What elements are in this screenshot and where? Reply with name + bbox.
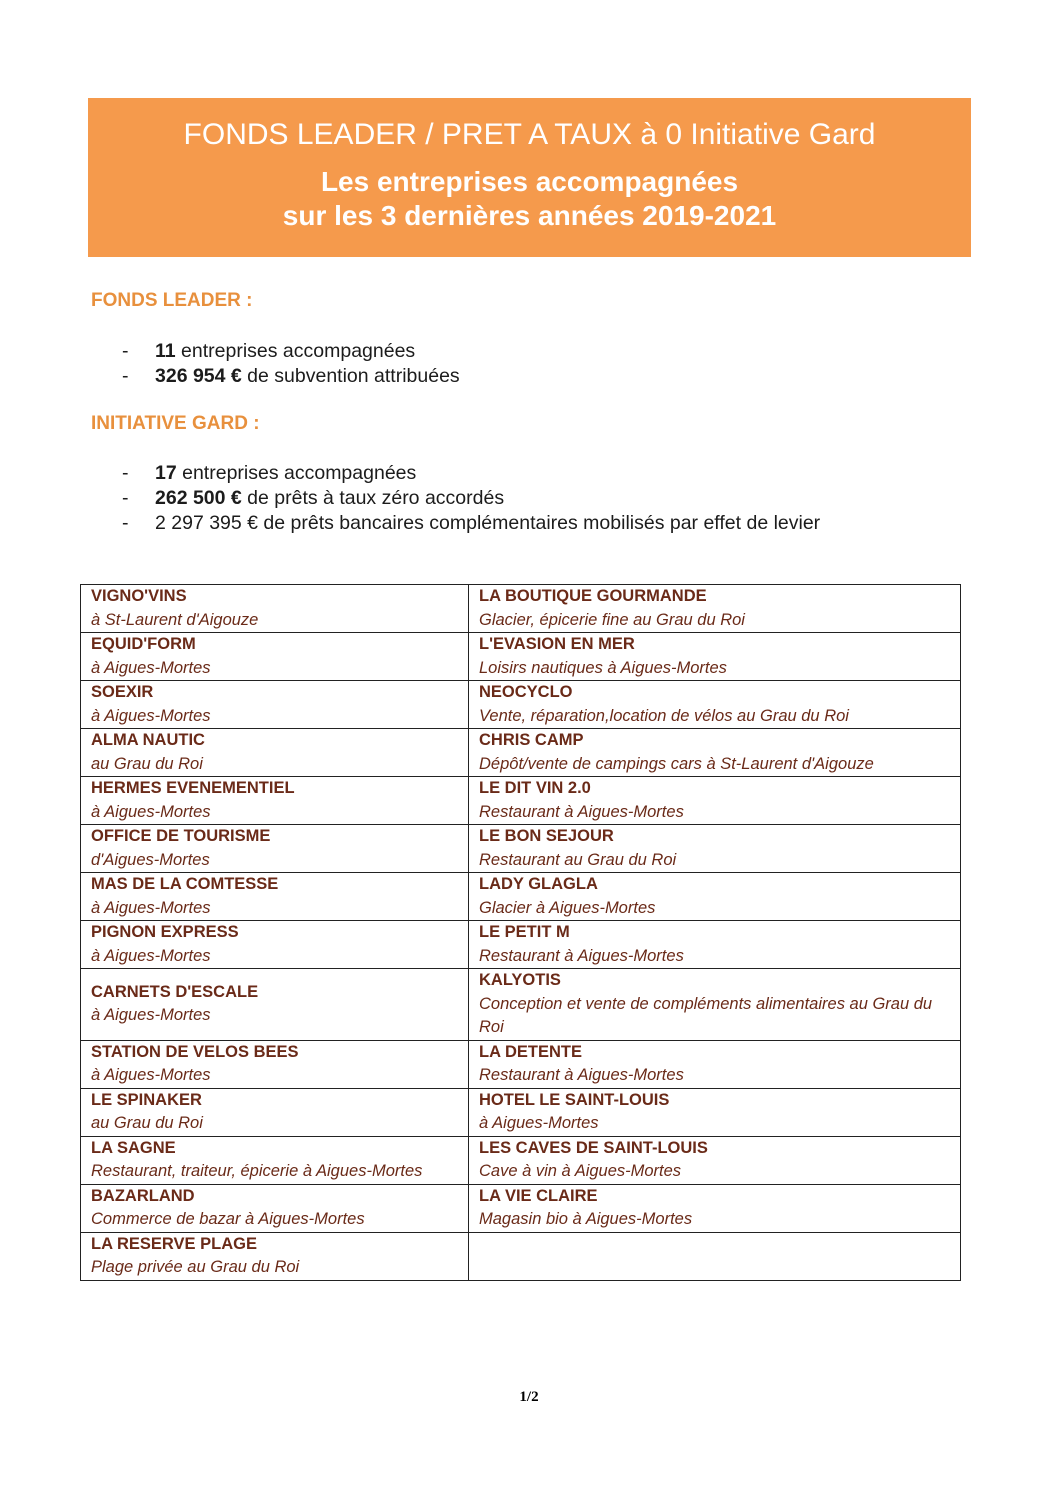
company-cell bbox=[469, 1136, 961, 1184]
company-cell bbox=[81, 729, 469, 777]
list-item: - 11 entreprises accompagnées bbox=[122, 340, 416, 362]
company-description: Magasin bio à Aigues-Mortes bbox=[479, 1210, 693, 1228]
companies-table-body bbox=[81, 585, 961, 1281]
company-cell bbox=[81, 921, 469, 969]
title-banner bbox=[88, 98, 971, 257]
company-name: NEOCYCLO bbox=[479, 683, 573, 701]
company-name: LA VIE CLAIRE bbox=[479, 1186, 598, 1205]
list-item-text: 2 297 395 € de prêts bancaires complémentaires mobilisés par effet de levier bbox=[155, 512, 821, 534]
company-description: Dépôt/vente de campings cars à St-Laurent d'Aigouze bbox=[479, 754, 874, 773]
company-name bbox=[479, 1233, 950, 1257]
company-name: HOTEL LE SAINT-LOUIS bbox=[479, 1090, 670, 1109]
company-name: SOEXIR bbox=[91, 683, 154, 701]
company-description: à Aigues-Mortes bbox=[91, 1066, 211, 1084]
company-description: à Aigues-Mortes bbox=[91, 706, 211, 725]
company-cell bbox=[469, 1040, 961, 1088]
banner-title: FONDS LEADER / PRET A TAUX à 0 Initiative Gard bbox=[183, 118, 876, 151]
company-description: Restaurant à Aigues-Mortes bbox=[479, 802, 684, 821]
list-item: - 17 entreprises accompagnées bbox=[122, 462, 417, 484]
company-name: LE PETIT M bbox=[479, 923, 570, 941]
page-number: 1/2 bbox=[519, 1389, 539, 1405]
company-description: Restaurant au Grau du Roi bbox=[479, 850, 677, 869]
company-cell bbox=[81, 873, 469, 921]
company-name: L'EVASION EN MER bbox=[479, 635, 635, 653]
company-name: OFFICE DE TOURISME bbox=[91, 827, 271, 845]
company-name: STATION DE VELOS BEES bbox=[91, 1042, 299, 1061]
company-cell bbox=[469, 921, 961, 969]
company-cell bbox=[81, 585, 469, 633]
company-description: Restaurant, traiteur, épicerie à Aigues-Mortes bbox=[91, 1162, 423, 1180]
table-row bbox=[81, 1184, 961, 1232]
company-description: à Aigues-Mortes bbox=[91, 1006, 211, 1025]
company-name: LE BON SEJOUR bbox=[479, 827, 614, 845]
company-cell bbox=[81, 1232, 469, 1280]
company-cell bbox=[469, 825, 961, 873]
company-cell bbox=[469, 1184, 961, 1232]
company-description: Glacier, épicerie fine au Grau du Roi bbox=[479, 610, 745, 629]
company-description: Restaurant à Aigues-Mortes bbox=[479, 1066, 684, 1084]
fonds-leader-list bbox=[122, 339, 460, 389]
table-row bbox=[81, 1040, 961, 1088]
table-row bbox=[81, 633, 961, 681]
company-name: EQUID'FORM bbox=[91, 635, 196, 653]
company-name: CHRIS CAMP bbox=[479, 731, 584, 749]
company-description: Commerce de bazar à Aigues-Mortes bbox=[91, 1210, 365, 1228]
company-description: à Aigues-Mortes bbox=[91, 898, 211, 917]
table-row bbox=[81, 1136, 961, 1184]
table-row bbox=[81, 969, 961, 1041]
banner-subtitle-line2: sur les 3 dernières années 2019-2021 bbox=[282, 200, 777, 231]
company-description: Restaurant à Aigues-Mortes bbox=[479, 946, 684, 965]
table-row bbox=[81, 729, 961, 777]
company-description: Glacier à Aigues-Mortes bbox=[479, 898, 656, 917]
company-description: à Aigues-Mortes bbox=[479, 1114, 599, 1132]
table-row bbox=[81, 921, 961, 969]
list-item-value: 17 bbox=[155, 462, 177, 484]
company-name: PIGNON EXPRESS bbox=[91, 923, 239, 941]
company-name: LA RESERVE PLAGE bbox=[91, 1234, 257, 1253]
list-item-value: 326 954 € bbox=[155, 365, 242, 387]
company-cell bbox=[469, 1088, 961, 1136]
company-name: LA BOUTIQUE GOURMANDE bbox=[479, 587, 707, 605]
company-cell bbox=[469, 873, 961, 921]
list-item-text: de subvention attribuées bbox=[241, 365, 460, 387]
table-row bbox=[81, 1088, 961, 1136]
company-description: d'Aigues-Mortes bbox=[91, 850, 210, 869]
table-row bbox=[81, 1232, 961, 1280]
company-description: à Aigues-Mortes bbox=[91, 802, 211, 821]
company-description: Vente, réparation,location de vélos au Grau du Roi bbox=[479, 706, 849, 725]
company-name: CARNETS D'ESCALE bbox=[91, 982, 259, 1001]
list-item-value: 262 500 € bbox=[155, 487, 242, 509]
company-name: KALYOTIS bbox=[479, 971, 561, 989]
company-cell bbox=[469, 969, 961, 1041]
company-name: MAS DE LA COMTESSE bbox=[91, 875, 279, 893]
company-cell bbox=[81, 633, 469, 681]
company-name: LE DIT VIN 2.0 bbox=[479, 779, 591, 797]
banner-subtitle-line1: Les entreprises accompagnées bbox=[320, 166, 739, 197]
company-name: ALMA NAUTIC bbox=[91, 731, 205, 749]
table-row bbox=[81, 873, 961, 921]
company-cell bbox=[81, 681, 469, 729]
company-name: BAZARLAND bbox=[91, 1186, 195, 1205]
company-cell bbox=[81, 1136, 469, 1184]
company-cell bbox=[81, 1088, 469, 1136]
table-row bbox=[81, 825, 961, 873]
company-name: VIGNO'VINS bbox=[91, 587, 187, 605]
company-cell bbox=[469, 633, 961, 681]
company-description bbox=[479, 1256, 950, 1280]
company-cell bbox=[469, 729, 961, 777]
company-name: LE SPINAKER bbox=[91, 1090, 202, 1109]
company-name: LADY GLAGLA bbox=[479, 875, 598, 893]
list-item: - 262 500 € de prêts à taux zéro accordés bbox=[122, 487, 505, 509]
company-name: LES CAVES DE SAINT-LOUIS bbox=[479, 1138, 708, 1157]
company-description: Loisirs nautiques à Aigues-Mortes bbox=[479, 658, 727, 677]
initiative-gard-heading: INITIATIVE GARD : bbox=[91, 413, 260, 434]
company-cell bbox=[81, 825, 469, 873]
table-row bbox=[81, 777, 961, 825]
company-cell bbox=[81, 777, 469, 825]
companies-table bbox=[80, 584, 961, 1281]
company-description: Cave à vin à Aigues-Mortes bbox=[479, 1162, 682, 1180]
list-item-text: entreprises accompagnées bbox=[175, 340, 416, 362]
company-description: Conception et vente de compléments alimentaires au Grau du Roi bbox=[479, 994, 933, 1036]
company-description: à Aigues-Mortes bbox=[91, 946, 211, 965]
company-name: LA SAGNE bbox=[91, 1138, 176, 1157]
company-cell bbox=[469, 585, 961, 633]
company-description: à Aigues-Mortes bbox=[91, 658, 211, 677]
company-cell bbox=[469, 1232, 961, 1280]
company-description: à St-Laurent d'Aigouze bbox=[91, 610, 259, 629]
company-cell bbox=[81, 969, 469, 1041]
company-description: au Grau du Roi bbox=[91, 1114, 203, 1132]
company-description: Plage privée au Grau du Roi bbox=[91, 1258, 300, 1276]
list-item: - 326 954 € de subvention attribuées bbox=[122, 365, 460, 387]
company-cell bbox=[469, 777, 961, 825]
list-item-text: entreprises accompagnées bbox=[176, 462, 417, 484]
company-cell bbox=[81, 1184, 469, 1232]
list-item: - 2 297 395 € de prêts bancaires complémentaires mobilisés par effet de levier bbox=[122, 512, 821, 534]
list-item-value: 11 bbox=[155, 340, 176, 362]
table-row bbox=[81, 585, 961, 633]
initiative-gard-list bbox=[122, 461, 820, 536]
company-name: LA DETENTE bbox=[479, 1042, 582, 1061]
company-cell bbox=[469, 681, 961, 729]
list-item-text: de prêts à taux zéro accordés bbox=[241, 487, 505, 509]
company-cell bbox=[81, 1040, 469, 1088]
company-name: HERMES EVENEMENTIEL bbox=[91, 779, 295, 797]
table-row bbox=[81, 681, 961, 729]
fonds-leader-heading: FONDS LEADER : bbox=[91, 290, 253, 311]
company-description: au Grau du Roi bbox=[91, 754, 203, 773]
